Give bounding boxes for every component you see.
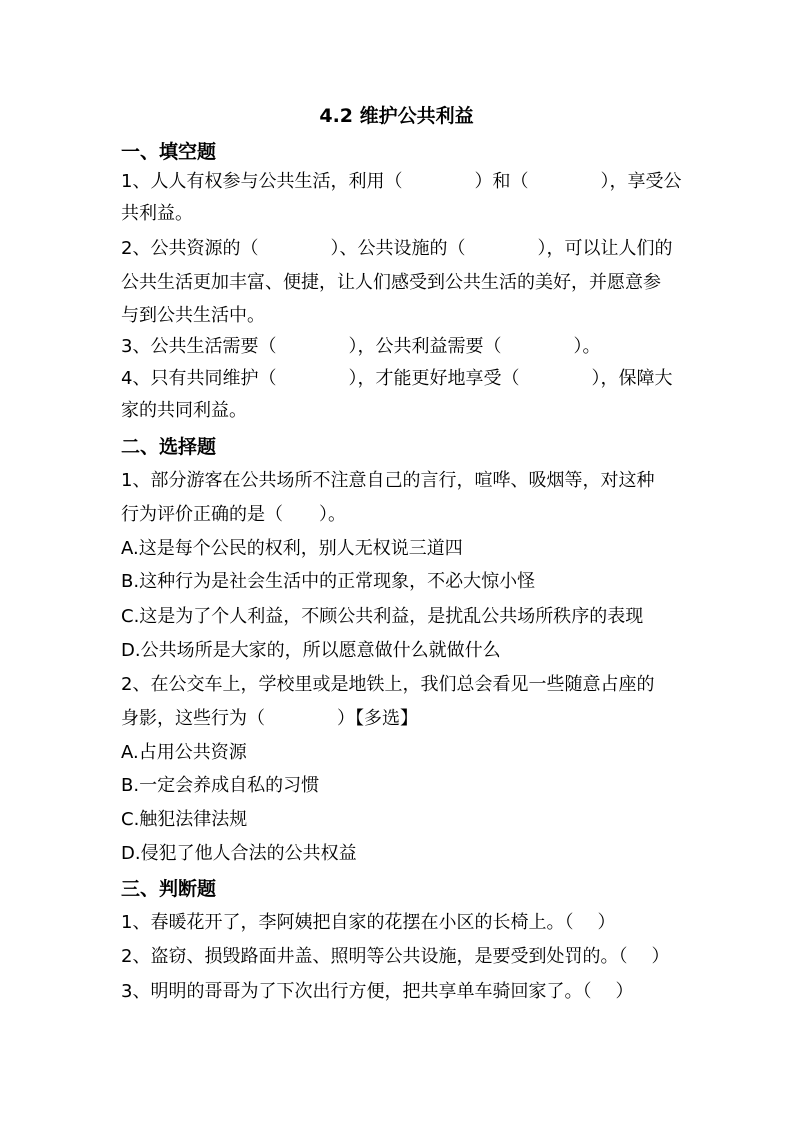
judge-line: 2、盗窃、损毁路面井盖、照明等公共设施，是要受到处罚的。（ ） (121, 946, 670, 967)
choice-option: B.一定会养成自私的习惯 (121, 775, 320, 796)
choice-option: D.侵犯了他人合法的公共权益 (121, 843, 357, 864)
fill-blank-line: 4、只有共同维护（ ），才能更好地享受（ ），保障大 (121, 368, 673, 389)
choice-option: B.这种行为是社会生活中的正常现象，不必大惊小怪 (121, 571, 536, 592)
judge-line: 1、春暖花开了，李阿姨把自家的花摆在小区的长椅上。（ ） (121, 912, 616, 933)
choice-option: D.公共场所是大家的，所以愿意做什么就做什么 (121, 640, 501, 661)
choice-option: C.这是为了个人利益，不顾公共利益，是扰乱公共场所秩序的表现 (121, 606, 644, 627)
judge-line: 3、明明的哥哥为了下次出行方便，把共享单车骑回家了。（ ） (121, 981, 634, 1002)
worksheet-title: 4.2 维护公共利益 (319, 105, 474, 127)
choice-line: 身影，这些行为（ ）【多选】 (121, 708, 418, 729)
fill-blank-line: 公共生活更加丰富、便捷，让人们感受到公共生活的美好，并愿意参 (121, 272, 661, 293)
section-heading-true-false: 三、判断题 (121, 878, 217, 900)
section-heading-fill-blank: 一、填空题 (121, 141, 217, 163)
fill-blank-line: 1、人人有权参与公共生活，利用（ ）和（ ），享受公 (121, 171, 682, 192)
choice-line: 1、部分游客在公共场所不注意自己的言行，喧哗、吸烟等，对这种 (121, 470, 655, 491)
choice-option: A.这是每个公民的权利，别人无权说三道四 (121, 538, 463, 559)
fill-blank-line: 2、公共资源的（ ）、公共设施的（ ），可以让人们的 (121, 238, 673, 259)
section-heading-multiple-choice: 二、选择题 (121, 436, 217, 458)
choice-option: C.触犯法律法规 (121, 809, 248, 830)
fill-blank-line: 家的共同利益。 (121, 400, 247, 421)
fill-blank-line: 共利益。 (121, 203, 193, 224)
fill-blank-line: 3、公共生活需要（ ），公共利益需要（ ）。 (121, 336, 601, 357)
fill-blank-line: 与到公共生活中。 (121, 305, 265, 326)
choice-line: 行为评价正确的是（ ）。 (121, 504, 346, 525)
choice-line: 2、在公交车上，学校里或是地铁上，我们总会看见一些随意占座的 (121, 674, 655, 695)
choice-option: A.占用公共资源 (121, 742, 247, 763)
